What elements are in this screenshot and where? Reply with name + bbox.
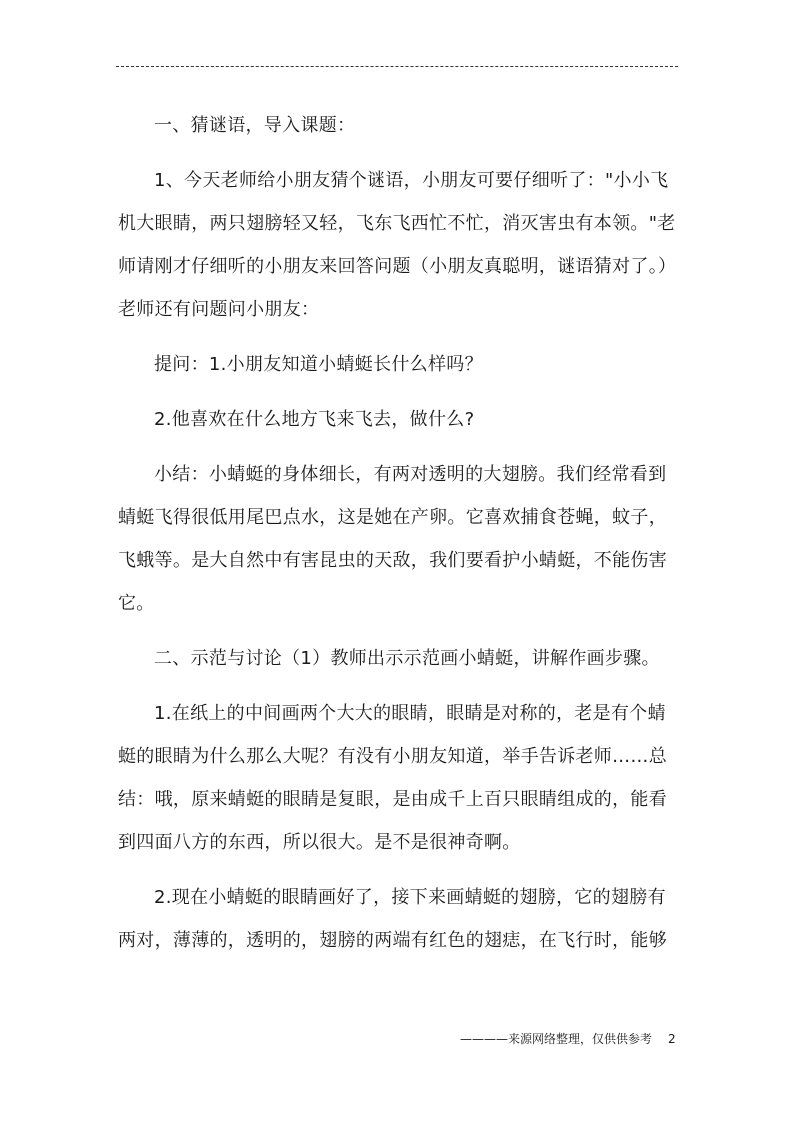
paragraph-riddle: 1、今天老师给小朋友猜个谜语，小朋友可要仔细听了："小小飞机大眼睛，两只翅膀轻又轻，飞东飞西忙不忙，消灭害虫有本领。"老师请刚才仔细听的小朋友来回答问题（小朋友真聪明，谜语猜对了。）老师还有问题问小朋友：	[118, 170, 677, 320]
page-number: 2	[668, 1032, 676, 1046]
footer-source-note: ————来源网络整理，仅供供参考	[460, 1032, 653, 1046]
document-body	[118, 104, 682, 974]
paragraph-step-wings: 2.现在小蜻蜓的眼睛画好了，接下来画蜻蜓的翅膀，它的翅膀有两对，薄薄的，透明的，翅膀的两端有红色的翅痣，在飞行时，能够	[118, 887, 667, 951]
page-footer	[460, 1031, 676, 1047]
section-heading-guess-riddle: 一、猜谜语，导入课题：	[154, 115, 356, 136]
paragraph-question-2: 2.他喜欢在什么地方飞来飞去，做什么?	[154, 409, 475, 430]
section-heading-demonstration: 二、示范与讨论（1）教师出示示范画小蜻蜓，讲解作画步骤。	[154, 648, 660, 669]
header-dashed-rule	[116, 66, 678, 67]
paragraph-summary: 小结：小蜻蜓的身体细长，有两对透明的大翅膀。我们经常看到蜻蜓飞得很低用尾巴点水，这是她在产卵。它喜欢捕食苍蝇，蚊子，飞蛾等。是大自然中有害昆虫的天敌，我们要看护小蜻蜓，不能伤害它。	[118, 464, 667, 614]
paragraph-question-1: 提问：1.小朋友知道小蜻蜓长什么样吗？	[154, 354, 483, 375]
paragraph-step-eyes: 1.在纸上的中间画两个大大的眼睛，眼睛是对称的，老是有个蜻蜓的眼睛为什么那么大呢？有没有小朋友知道，举手告诉老师……总结：哦，原来蜻蜓的眼睛是复眼，是由成千上百只眼睛组成的，能看到四面八方的东西，所以很大。是不是很神奇啊。	[118, 703, 667, 853]
